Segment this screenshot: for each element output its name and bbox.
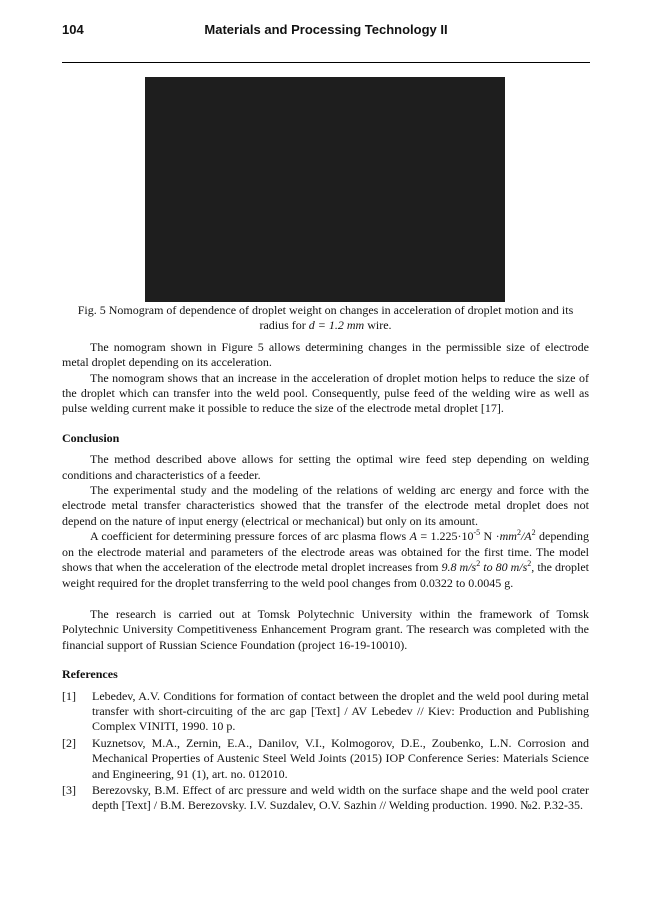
body-paragraph-1: The nomogram shown in Figure 5 allows determining changes in the permissible size of electrode metal droplet depending on its acceleration. — [62, 339, 589, 370]
page-number: 104 — [62, 22, 84, 37]
reference-text: Lebedev, A.V. Conditions for formation of contact between the droplet and the weld pool during metal transfer with short-circuiting of the arc gap [Text] / AV Lebedev // Kiev: Production and Publishing Complex VINITI, 1990. 10 p. — [92, 688, 589, 734]
references-list — [62, 689, 589, 814]
conclusion-paragraph-3: A coefficient for determining pressure forces of arc plasma flows $A = 1.225\cdot 10^{-5}$ $N \cdot mm^2/A^2$ depending on the electrode material and parameters of the electrode areas was obtained for the first time. The model shows that when the acceleration of the electrode metal droplet increases from 9.8 $m/s^2$ to 80 $m/s^2$, the droplet weight required for the droplet transferring to the weld pool changes from 0.0322 to 0.0045 g. — [62, 528, 589, 590]
figure-5-image — [145, 77, 505, 302]
reference-text: Kuznetsov, M.A., Zernin, E.A., Danilov, V.I., Kolmogorov, D.E., Zoubenko, L.N. Corrosion and Mechanical Properties of Austenic Steel Weld Joints (2015) IOP Conference Series: Materials Science and Engineering, 91 (1), art. no. 012010. — [92, 735, 589, 781]
reference-text: Berezovsky, B.M. Effect of arc pressure and weld width on the surface shape and the weld pool crater depth [Text] / B.M. Berezovsky. I.V. Suzdalev, O.V. Sazhin // Welding production. 1990. №2. P.32-35. — [92, 782, 589, 813]
reference-item — [62, 689, 589, 735]
page-content — [62, 303, 589, 815]
conclusion-paragraph-1: The method described above allows for setting the optimal wire feed step depending on welding conditions and characteristics of a feeder. — [62, 452, 589, 482]
figure-caption: Fig. 5 Nomogram of dependence of droplet weight on changes in acceleration of droplet motion and its radius for d = 1.2 mm wire. — [77, 303, 574, 333]
reference-number: [2] — [62, 735, 76, 750]
body-paragraph-2: The nomogram shows that an increase in the acceleration of droplet motion helps to reduce the size of the droplet which can transfer into the weld pool. Consequently, pulse feed of the welding wire as well as pulse welding current make it possible to reduce the size of the electrode metal droplet [17]. — [62, 370, 589, 416]
page-header — [62, 22, 590, 42]
references-heading: References — [62, 667, 118, 682]
header-rule — [62, 62, 590, 63]
reference-number: [1] — [62, 688, 76, 703]
conclusion-heading: Conclusion — [62, 430, 120, 445]
reference-number: [3] — [62, 782, 76, 797]
reference-item — [62, 783, 589, 814]
journal-title: Materials and Processing Technology II — [204, 22, 448, 37]
acknowledgement: The research is carried out at Tomsk Polytechnic University within the framework of Tomsk Polytechnic University Competitiveness Enhancement Program grant. The research was completed with the financial support of Russian Science Foundation (project 16-19-10010). — [62, 606, 589, 652]
reference-item — [62, 736, 589, 782]
conclusion-paragraph-2: The experimental study and the modeling of the relations of welding arc energy and force with the electrode metal transfer characteristics showed that the transfer of the electrode metal droplet does not depend on the nature of input energy (electrical or mechanical) but only on its amount. — [62, 483, 589, 528]
